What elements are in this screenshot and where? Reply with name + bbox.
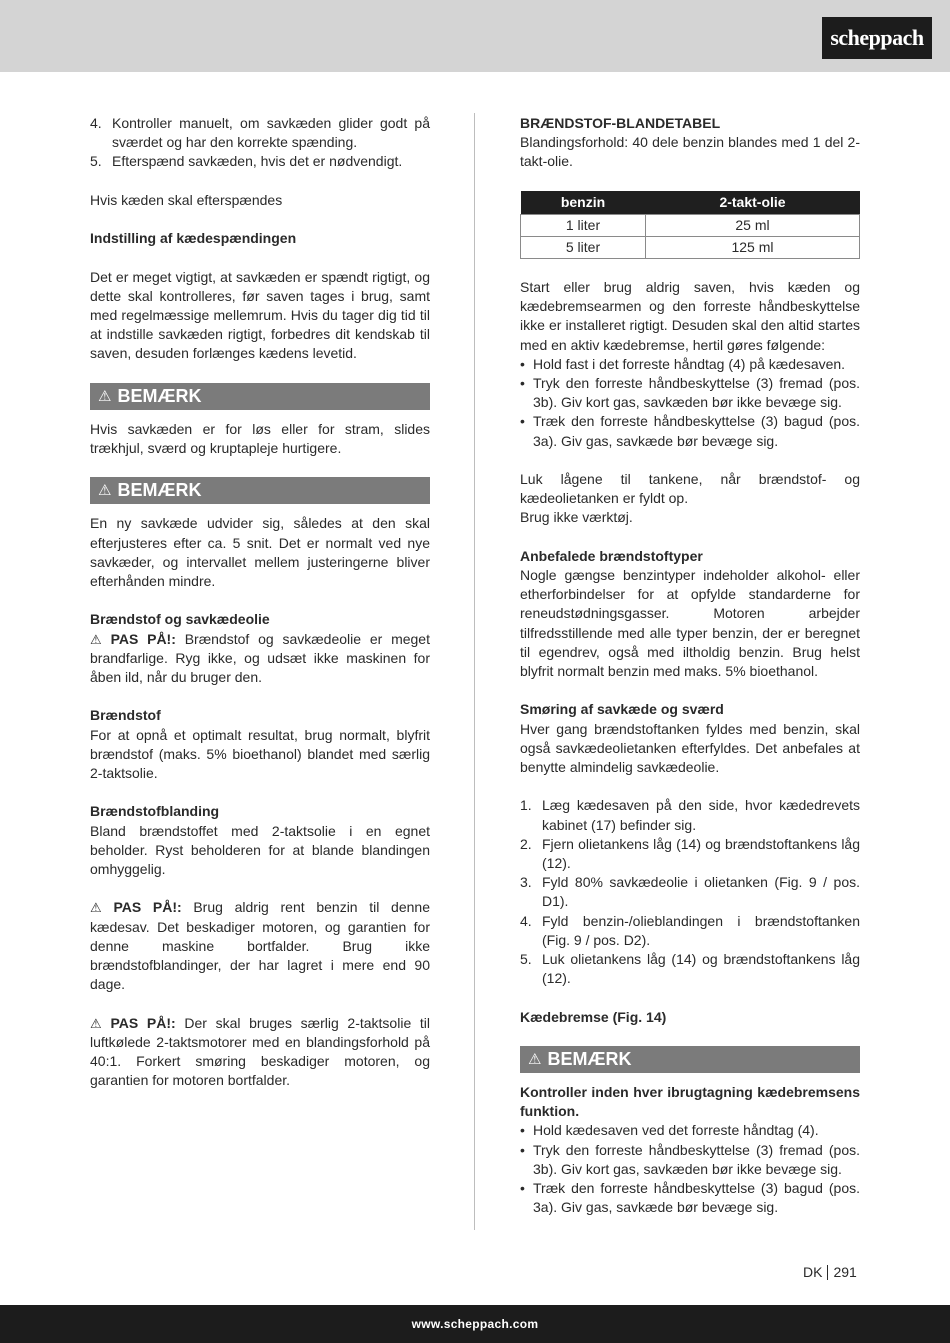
paragraph-mix: Bland brændstoffet med 2-taktsolie i en egnet beholder. Ryst beholderen for at blande blandingen omhyggelig. bbox=[90, 822, 430, 877]
table-header: 2-takt-olie bbox=[646, 191, 860, 215]
page-number-separator bbox=[827, 1265, 828, 1280]
list-item: 2. Fjern olietankens låg (14) og brændstoftankens låg (12). bbox=[520, 835, 860, 872]
brand-logo: scheppach bbox=[822, 17, 932, 59]
heading-table: BRÆNDSTOF-BLANDETABEL bbox=[520, 115, 721, 131]
bullet-list-b bbox=[520, 1121, 860, 1217]
warning-icon: ⚠ bbox=[98, 482, 112, 500]
list-item: • Træk den forreste håndbeskyttelse (3) bagud (pos. 3a). Giv gas, savkæde bør bevæge sig. bbox=[520, 1180, 860, 1216]
paragraph-start: Start eller brug aldrig saven, hvis kæden og kædebremsearmen og den forreste håndbeskyttelse ikke er installeret rigtigt. Desuden skal den altid startes med en aktiv kædebremse, hertil gøres følgende: bbox=[520, 278, 860, 353]
left-column bbox=[90, 114, 430, 1090]
note-text: Kontroller inden hver ibrugtagning kædebremsens funktion. bbox=[520, 1084, 860, 1120]
paragraph-types: Nogle gængse benzintyper indeholder alkohol- eller etherforbindelser for at opfylde standarderne for reneudstødningsgasser. Motoren arbejder tilfredsstillende med alle typer benzin, der er beregnet til egendrev, også med iltholdig benzin. Brug helst blyfrit normalt benzin med maks. 5% bioethanol. bbox=[520, 567, 860, 680]
list-item: • Tryk den forreste håndbeskyttelse (3) fremad (pos. 3b). Giv kort gas, savkæden bør ikke bevæge sig. bbox=[520, 1141, 860, 1177]
page-num: 291 bbox=[833, 1264, 857, 1280]
table-row bbox=[521, 214, 860, 236]
heading-fuel: Brændstof bbox=[90, 707, 161, 724]
heading-types: Anbefalede brændstoftyper bbox=[520, 547, 703, 564]
heading-lube: Smøring af savkæde og sværd bbox=[520, 701, 724, 718]
heading-brake: Kædebremse (Fig. 14) bbox=[520, 1008, 667, 1025]
heading-fuel-oil: Brændstof og savkædeolie bbox=[90, 611, 270, 628]
fuel-mix-table bbox=[520, 191, 860, 259]
warning-icon: ⚠ bbox=[98, 387, 112, 405]
right-column bbox=[520, 114, 860, 1217]
paragraph-ratio: Blandingsforhold: 40 dele benzin blandes med 1 del 2-takt-olie. bbox=[520, 134, 860, 170]
note-text: Hvis savkæden er for løs eller for stram, slides trækhjul, sværd og kruptapleje hurtigere. bbox=[90, 420, 430, 456]
warning-icon: ⚠ bbox=[528, 1050, 542, 1068]
paragraph-fuel: For at opnå et optimalt resultat, brug normalt, blyfrit brændstof (maks. 5% bioethanol) blandet med særlig 2-taktsolie. bbox=[90, 726, 430, 781]
list-item: 5. Efterspænd savkæden, hvis det er nødvendigt. bbox=[90, 153, 403, 170]
table-row bbox=[521, 236, 860, 258]
list-item: • Hold kædesaven ved det forreste håndtag (4). bbox=[520, 1122, 819, 1139]
column-divider bbox=[474, 113, 475, 1230]
list-item: 1. Læg kædesaven på den side, hvor kædedrevets kabinet (17) befinder sig. bbox=[520, 797, 860, 833]
heading-mix: Brændstofblanding bbox=[90, 803, 220, 820]
paragraph-close: Luk lågene til tankene, når brændstof- og kædeolietanken er fyldt op. bbox=[520, 471, 860, 507]
page-lang: DK bbox=[803, 1264, 823, 1280]
heading-adjust: Indstilling af kædespændingen bbox=[90, 230, 297, 247]
steps-list-b bbox=[520, 796, 860, 988]
table-header: benzin bbox=[521, 191, 646, 215]
paragraph-adjust: Det er meget vigtigt, at savkæden er spændt rigtigt, og dette skal kontrolleres, før saven tages i brug, samt med regelmæssige mellemrum. Hvis du tager dig tid til at indstille savkæden rigtigt, forbedres dit kendskab til saven, desuden forlænges kædens levetid. bbox=[90, 268, 430, 362]
note-banner: ⚠ BEMÆRK bbox=[520, 1046, 860, 1073]
note-banner: ⚠ BEMÆRK bbox=[90, 383, 430, 410]
list-item: • Tryk den forreste håndbeskyttelse (3) fremad (pos. 3b). Giv kort gas, savkæden bør ikke bevæge sig. bbox=[520, 375, 860, 411]
table-cell: 5 liter bbox=[521, 236, 646, 258]
table-cell: 125 ml bbox=[646, 236, 860, 258]
steps-list-a bbox=[90, 114, 430, 172]
warning-icon: ⚠ bbox=[90, 631, 107, 647]
paragraph-tension: Hvis kæden skal efterspændes bbox=[90, 191, 283, 208]
list-item: • Hold fast i det forreste håndtag (4) på kædesaven. bbox=[520, 355, 846, 372]
warning-icon: ⚠ bbox=[90, 1015, 107, 1031]
list-item: 4. Fyld benzin-/olieblandingen i brændstoftanken (Fig. 9 / pos. D2). bbox=[520, 912, 860, 948]
bullet-list-a bbox=[520, 355, 860, 451]
table-cell: 1 liter bbox=[521, 214, 646, 236]
list-item: 4. Kontroller manuelt, om savkæden glider godt på sværdet og har den korrekte spænding. bbox=[90, 115, 430, 151]
page-number bbox=[803, 1264, 857, 1280]
list-item: 3. Fyld 80% savkædeolie i olietanken (Fig. 9 / pos. D1). bbox=[520, 874, 860, 910]
caution-paragraph: ⚠ PAS PÅ!: Brændstof og savkædeolie er meget brandfarlige. Ryg ikke, og udsæt ikke maskinen for åben ild, når du bruger den. bbox=[90, 630, 430, 685]
list-item: • Træk den forreste håndbeskyttelse (3) bagud (pos. 3a). Giv gas, savkæde bør bevæge sig. bbox=[520, 413, 860, 449]
footer-bar bbox=[0, 1305, 950, 1343]
footer-url[interactable]: www.scheppach.com bbox=[411, 1317, 539, 1331]
list-item: 5. Luk olietankens låg (14) og brændstoftankens låg (12). bbox=[520, 951, 860, 987]
paragraph-close-tools: Brug ikke værktøj. bbox=[520, 509, 633, 526]
note-text: En ny savkæde udvider sig, således at den skal efterjusteres efter ca. 5 snit. Det er normalt ved nye savkæder, og intervallet mellem justeringerne bliver efterhånden mindre. bbox=[90, 515, 430, 589]
note-banner: ⚠ BEMÆRK bbox=[90, 477, 430, 504]
paragraph-lube: Hver gang brændstoftanken fyldes med benzin, skal også savkædeolietanken efterfyldes. Det anbefales at benytte almindelig savkædeolie. bbox=[520, 720, 860, 776]
caution-paragraph: ⚠ PAS PÅ!: Der skal bruges særlig 2-taktsolie til luftkølede 2-taktsmotorer med en blandingsforhold på 40:1. Forkert smøring beskadiger motoren, og garantien for motoren bortfalder. bbox=[90, 1014, 431, 1089]
header-bar bbox=[0, 0, 950, 72]
warning-icon: ⚠ bbox=[90, 900, 110, 916]
caution-paragraph: ⚠ PAS PÅ!: Brug aldrig rent benzin til denne kædesav. Det beskadiger motoren, og garantien for denne maskine bortfalder. Brug ikke brændstofblandinger, der har lagret i mere end 90 dage. bbox=[90, 899, 430, 993]
table-cell: 25 ml bbox=[646, 214, 860, 236]
